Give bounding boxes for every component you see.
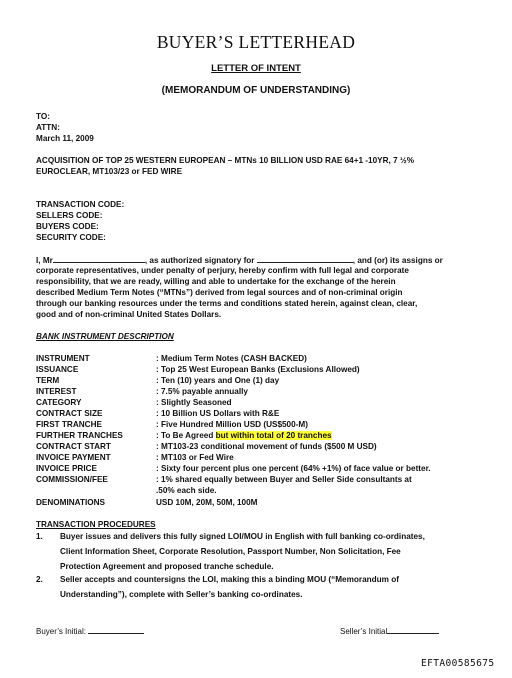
instrument-row [0,431,512,442]
instrument-value: : 10 Billion US Dollars with R&E [156,409,280,418]
instrument-row [0,442,512,453]
procedure-number: 2. [36,575,43,584]
instrument-value: : 7.5% payable annually [156,387,248,396]
buyer-initial-label: Buyer’s Initial: [36,627,86,636]
highlighted-text: but within total of 20 tranches [215,431,332,440]
security-code-label: SECURITY CODE: [36,233,106,242]
instrument-row [0,453,512,464]
instrument-value: : Medium Term Notes (CASH BACKED) [156,354,307,363]
instrument-value: : Slightly Seasoned [156,398,232,407]
attn-label: ATTN: [36,123,60,132]
instrument-row [0,498,512,509]
instrument-row [0,409,512,420]
instrument-label: FURTHER TRANCHES [36,431,123,440]
procedure-line: Buyer issues and delivers this fully signed LOI/MOU in English with full banking co-ordinates, [60,532,425,541]
seller-initial-label: Seller’s Initial [340,627,388,636]
bates-number: EFTA00585675 [421,658,495,669]
instrument-value-text: : To Be Agreed [156,431,216,440]
intro-line: through our banking resources under the terms and conditions stated herein, against clean, clear, [36,299,418,308]
intro-line: described Medium Term Notes (“MTNs”) derived from legal sources and of non-criminal origin [36,288,403,297]
instrument-row [0,365,512,376]
instrument-value: : Five Hundred Million USD (US$500-M) [156,420,308,429]
instrument-label: COMMISSION/FEE [36,475,108,484]
instrument-label: INVOICE PAYMENT [36,453,111,462]
instrument-label: ISSUANCE [36,365,79,374]
instrument-row [0,486,512,497]
instrument-value [156,431,332,441]
bank-instrument-heading: BANK INSTRUMENT DESCRIPTION [36,332,174,341]
instrument-label: TERM [36,376,60,385]
intro-assigns: , and (or) its assigns or [352,256,443,265]
intro-first-line [36,255,443,266]
procedure-line: Understanding”), complete with Seller’s banking co-ordinates. [60,590,303,599]
instrument-value: USD 10M, 20M, 50M, 100M [156,498,258,507]
procedure-line: Seller accepts and countersigns the LOI, making this a binding MOU (“Memorandum of [60,575,399,584]
to-label: TO: [36,112,50,121]
seller-initial-blank [387,626,439,634]
instrument-row [0,398,512,409]
sellers-code-label: SELLERS CODE: [36,211,103,220]
procedure-line: Client Information Sheet, Corporate Resolution, Passport Number, Non Solicitation, Fee [60,547,401,556]
instrument-label: INSTRUMENT [36,354,90,363]
name-blank [53,255,145,263]
instrument-value: : Sixty four percent plus one percent (64% +1%) of face value or better. [156,464,431,473]
instrument-label: CONTRACT START [36,442,111,451]
instrument-value: : 1% shared equally between Buyer and Seller Side consultants at [156,475,412,484]
intro-signatory: , as authorized signatory for [144,256,255,265]
instrument-value: : Ten (10) years and One (1) day [156,376,280,385]
procedures-heading: TRANSACTION PROCEDURES [36,520,156,529]
instrument-value: : Top 25 West European Banks (Exclusions Allowed) [156,365,360,374]
instrument-label: INVOICE PRICE [36,464,97,473]
subject-line-1: ACQUISITION OF TOP 25 WESTERN EUROPEAN – MTNs 10 BILLION USD RAE 64+1 -10YR, 7 ½% [36,156,414,165]
letterhead-title: BUYER’S LETTERHEAD [156,32,356,52]
intro-line: responsibility, that we are ready, willing and able to undertake for the exchange of the herein [36,277,396,286]
document-subtitle: (MEMORANDUM OF UNDERSTANDING) [161,85,351,96]
intro-line: corporate representatives, under penalty of perjury, hereby confirm with full legal and corporate [36,266,409,275]
instrument-label: CONTRACT SIZE [36,409,103,418]
company-blank [257,255,353,263]
instrument-label: INTEREST [36,387,77,396]
instrument-row [0,376,512,387]
buyer-initial [36,626,144,636]
instrument-label: CATEGORY [36,398,82,407]
instrument-label: DENOMINATIONS [36,498,105,507]
instrument-row [0,354,512,365]
seller-initial [340,626,439,636]
document-title: LETTER OF INTENT [211,63,301,74]
instrument-row [0,420,512,431]
instrument-value: .50% each side. [156,486,217,495]
intro-line: good and of non-criminal United States Dollars. [36,310,222,319]
procedure-number: 1. [36,532,43,541]
letter-date: March 11, 2009 [36,134,94,143]
instrument-row [0,475,512,486]
buyer-initial-blank [88,626,144,634]
procedure-line: Protection Agreement and proposed tranche schedule. [60,562,274,571]
intro-mr: I, Mr [36,256,53,265]
transaction-code-label: TRANSACTION CODE: [36,200,125,209]
subject-line-2: EUROCLEAR, MT103/23 or FED WIRE [36,167,183,176]
buyers-code-label: BUYERS CODE: [36,222,99,231]
instrument-row [0,464,512,475]
instrument-value: : MT103 or Fed Wire [156,453,234,462]
instrument-row [0,387,512,398]
instrument-label: FIRST TRANCHE [36,420,102,429]
instrument-value: : MT103-23 conditional movement of funds ($500 M USD) [156,442,377,451]
